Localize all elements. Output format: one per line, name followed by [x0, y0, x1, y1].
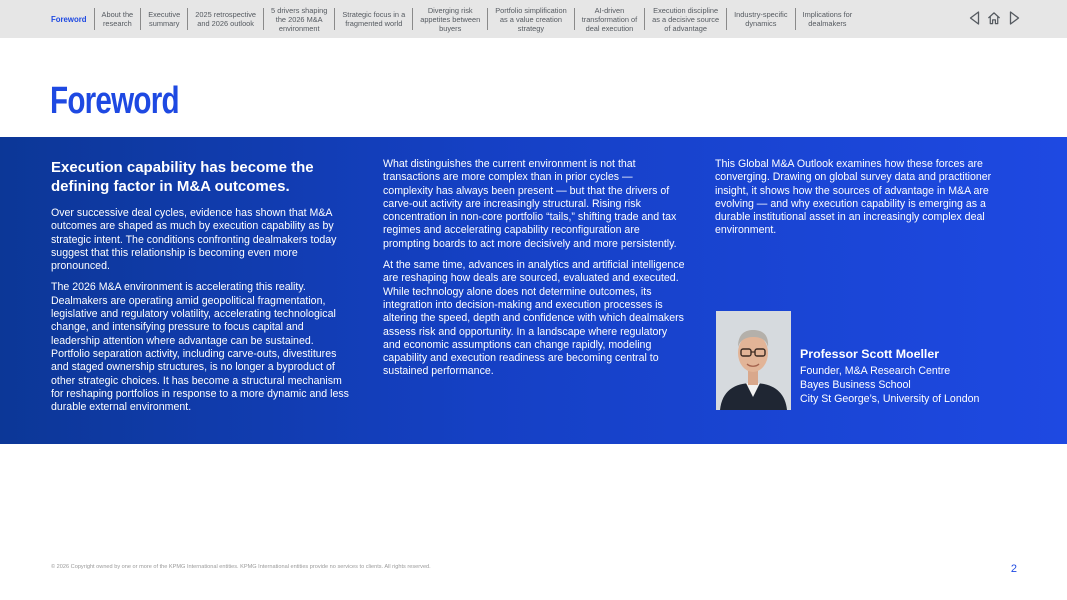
nav-tab-ai-transformation[interactable]: AI-driven transformation of deal execution [575, 8, 645, 30]
paragraph: What distinguishes the current environment is not that transactions are more complex than in prior cycles — complexity has always been present — but that the drivers of carve-out activity are increasingly structural. Rising risk concentration in non-core portfolio “tails,” shifting trade and tax regimes and accelerating capability reconfiguration are prompting boards to act more decisively and more persistently. [383, 158, 677, 250]
prev-arrow-icon[interactable] [967, 10, 981, 26]
nav-tab-five-drivers[interactable]: 5 drivers shaping the 2026 M&A environment [264, 8, 335, 30]
nav-tab-retrospective-outlook[interactable]: 2025 retrospective and 2026 outlook [188, 8, 264, 30]
copyright-note: © 2026 Copyright owned by one or more of the KPMG International entities. KPMG International entities provide no services to clients. All rights reserved. [51, 564, 431, 570]
top-navigation [0, 0, 1067, 38]
nav-tab-executive-summary[interactable]: Executive summary [141, 8, 188, 30]
paragraph: The 2026 M&A environment is accelerating this reality. Dealmakers are operating amid geopolitical fragmentation, legislative and regulatory volatility, accelerating technological change, and intensifying pressure to focus capital and leadership attention where advantage can be sustained. Portfolio separation activity, including carve-outs, divestitures and staged ownership structures, is no longer a byproduct of other strategic choices. It has become a structural mechanism for reshaping portfolios in response to a more dynamic and less durable external environment. [51, 281, 349, 414]
author-title: Founder, M&A Research Centre [800, 365, 951, 377]
next-arrow-icon[interactable] [1007, 10, 1021, 26]
home-icon[interactable] [987, 10, 1001, 26]
nav-tab-risk-appetites[interactable]: Diverging risk appetites between buyers [413, 8, 488, 30]
headline: Execution capability has become the defining factor in M&A outcomes. [51, 159, 314, 195]
author-details [800, 347, 979, 406]
paragraph: This Global M&A Outlook examines how these forces are converging. Drawing on global survey data and practitioner insight, it shows how the sources of advantage in M&A are evolving — and why execution capability is emerging as a durable institutional asset in an increasingly complex deal environment. [715, 158, 992, 237]
nav-tab-about-research[interactable]: About the research [95, 8, 142, 30]
page-number: 2 [1010, 563, 1017, 575]
column-right [715, 158, 1017, 246]
nav-tab-foreword[interactable]: Foreword [44, 8, 95, 30]
foreword-panel [0, 137, 1067, 444]
paragraph: Over successive deal cycles, evidence has shown that M&A outcomes are shaped as much by execution capability as by strategic intent. The conditions confronting dealmakers today suggest that this relationship is becoming even more pronounced. [51, 207, 337, 273]
author-university: City St George’s, University of London [800, 393, 980, 405]
author-school: Bayes Business School [800, 379, 911, 391]
paragraph: At the same time, advances in analytics and artificial intelligence are reshaping how deals are sourced, evaluated and executed. While technology alone does not determine outcomes, its integration into decision-making and execution processes is altering the speed, depth and confidence with which dealmakers assess risk and opportunity. In a landscape where regulatory and economic assumptions can change rapidly, modeling capability and execution readiness are becoming central to sustained performance. [383, 259, 685, 378]
nav-tab-industry-dynamics[interactable]: Industry-specific dynamics [727, 8, 795, 30]
nav-tab-implications[interactable]: Implications for dealmakers [802, 10, 853, 28]
column-middle [383, 158, 685, 387]
column-left [51, 158, 353, 422]
page-title: Foreword [50, 80, 179, 122]
nav-controls [967, 10, 1021, 26]
author-photo [716, 311, 791, 410]
nav-tab-portfolio-simplification[interactable]: Portfolio simplification as a value creation strategy [488, 8, 574, 30]
author-name: Professor Scott Moeller [800, 347, 940, 361]
nav-tab-strategic-focus[interactable]: Strategic focus in a fragmented world [335, 8, 413, 30]
nav-tabs [0, 0, 859, 38]
nav-tab-execution-discipline[interactable]: Execution discipline as a decisive source of advantage [645, 8, 727, 30]
author-block [716, 311, 1036, 411]
